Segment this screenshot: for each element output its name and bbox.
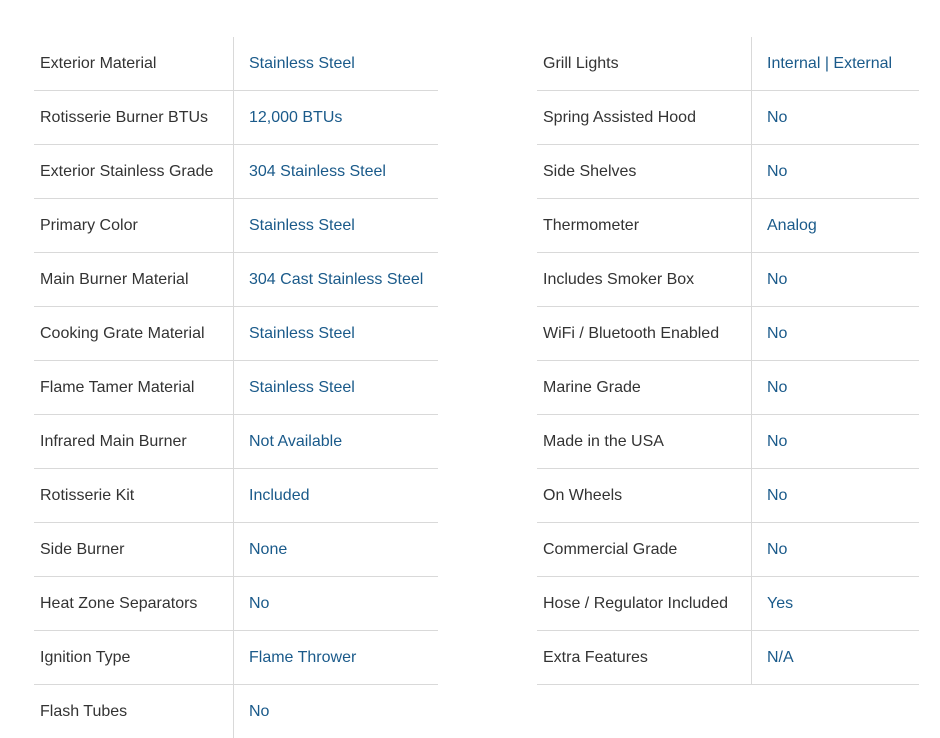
spec-row <box>537 523 919 577</box>
spec-label: Heat Zone Separators <box>34 577 234 630</box>
spec-label: On Wheels <box>537 469 752 522</box>
spec-label: Exterior Stainless Grade <box>34 145 234 198</box>
spec-row <box>34 631 438 685</box>
spec-label: Ignition Type <box>34 631 234 684</box>
spec-value: Flame Thrower <box>249 648 357 666</box>
spec-value: Stainless Steel <box>249 216 355 234</box>
spec-row <box>537 199 919 253</box>
spec-value: N/A <box>767 648 794 666</box>
spec-value: Not Available <box>249 432 343 450</box>
spec-row <box>34 685 438 738</box>
spec-value: No <box>767 432 788 450</box>
spec-row <box>537 577 919 631</box>
spec-label: Cooking Grate Material <box>34 307 234 360</box>
spec-row <box>34 523 438 577</box>
spec-value: Analog <box>767 216 817 234</box>
spec-row <box>34 91 438 145</box>
spec-label: Primary Color <box>34 199 234 252</box>
right-spec-table <box>537 37 919 685</box>
spec-row <box>537 253 919 307</box>
spec-value: 304 Stainless Steel <box>249 162 386 180</box>
spec-label: Infrared Main Burner <box>34 415 234 468</box>
spec-row <box>537 361 919 415</box>
spec-row <box>537 37 919 91</box>
spec-value: No <box>767 378 788 396</box>
spec-label: Side Shelves <box>537 145 752 198</box>
spec-row <box>34 577 438 631</box>
spec-label: Rotisserie Burner BTUs <box>34 91 234 144</box>
spec-label: Flame Tamer Material <box>34 361 234 414</box>
spec-label: Includes Smoker Box <box>537 253 752 306</box>
spec-label: Rotisserie Kit <box>34 469 234 522</box>
spec-label: Commercial Grade <box>537 523 752 576</box>
spec-row <box>34 253 438 307</box>
spec-row <box>34 415 438 469</box>
spec-row <box>537 631 919 685</box>
spec-label: Flash Tubes <box>34 685 234 738</box>
spec-value: None <box>249 540 288 558</box>
spec-label: Marine Grade <box>537 361 752 414</box>
spec-row <box>537 307 919 361</box>
spec-value: 304 Cast Stainless Steel <box>249 270 424 288</box>
spec-value: Included <box>249 486 310 504</box>
spec-label: Extra Features <box>537 631 752 684</box>
spec-row <box>34 199 438 253</box>
spec-value: 12,000 BTUs <box>249 108 343 126</box>
spec-row <box>34 145 438 199</box>
spec-row <box>537 145 919 199</box>
spec-value: Stainless Steel <box>249 324 355 342</box>
spec-label: Side Burner <box>34 523 234 576</box>
spec-label: Made in the USA <box>537 415 752 468</box>
spec-label: Spring Assisted Hood <box>537 91 752 144</box>
spec-value: Internal | External <box>767 54 893 72</box>
spec-value: No <box>249 594 270 612</box>
spec-value: No <box>767 270 788 288</box>
spec-value: Stainless Steel <box>249 378 355 396</box>
spec-row <box>34 37 438 91</box>
spec-value: No <box>767 108 788 126</box>
spec-row <box>34 469 438 523</box>
spec-label: Thermometer <box>537 199 752 252</box>
spec-value: No <box>767 162 788 180</box>
spec-label: Hose / Regulator Included <box>537 577 752 630</box>
spec-value: Yes <box>767 594 794 612</box>
spec-row <box>34 307 438 361</box>
spec-value: No <box>767 540 788 558</box>
spec-row <box>537 415 919 469</box>
spec-label: WiFi / Bluetooth Enabled <box>537 307 752 360</box>
left-spec-table <box>34 37 438 738</box>
spec-row <box>537 91 919 145</box>
spec-label: Main Burner Material <box>34 253 234 306</box>
spec-label: Grill Lights <box>537 37 752 90</box>
spec-value: No <box>249 702 270 720</box>
spec-label: Exterior Material <box>34 37 234 90</box>
spec-row <box>537 469 919 523</box>
spec-row <box>34 361 438 415</box>
spec-value: Stainless Steel <box>249 54 355 72</box>
spec-value: No <box>767 324 788 342</box>
spec-value: No <box>767 486 788 504</box>
